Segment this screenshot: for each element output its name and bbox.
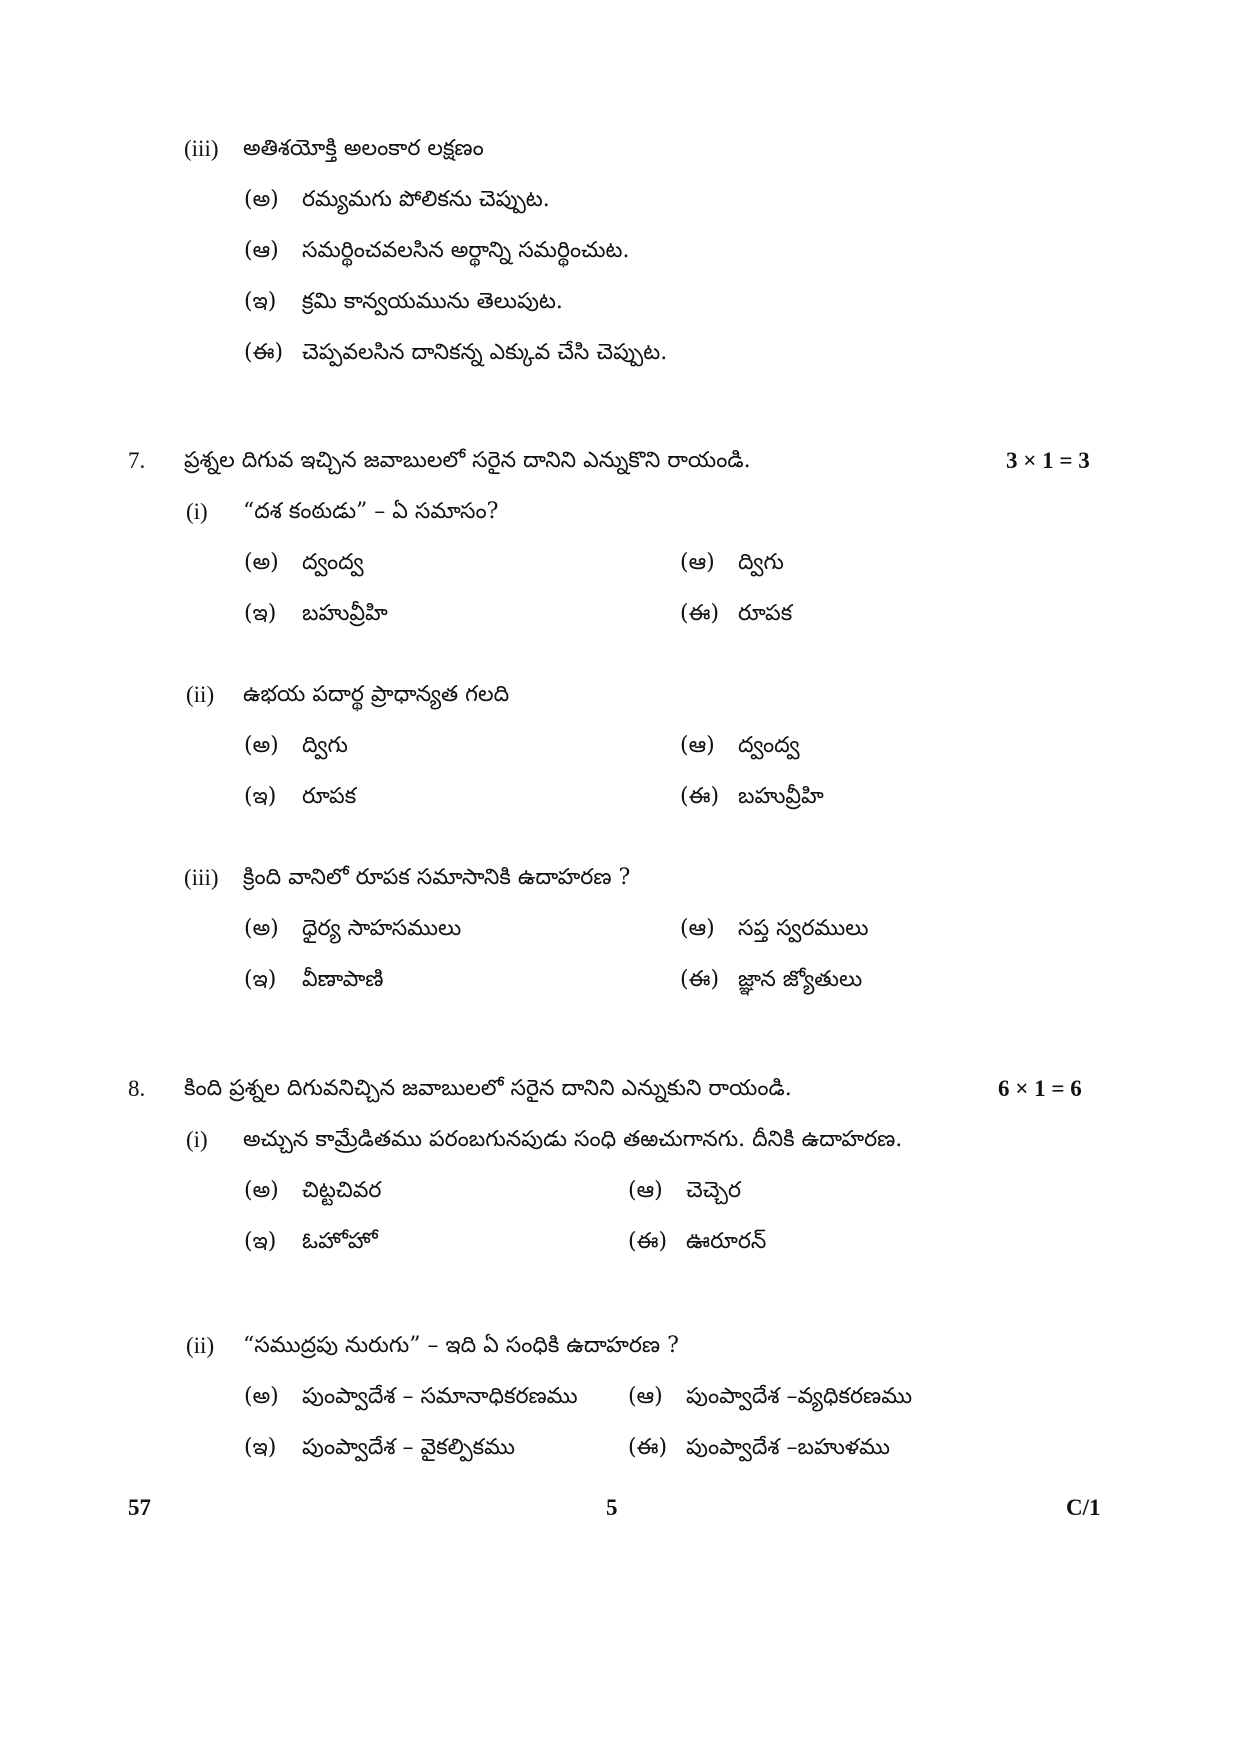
q8-ii-text: “సముద్రపు నురుగు” – ఇది ఏ సంధికి ఉదాహరణ ? [243,1333,679,1358]
q7-ii-opt-c-text: రూపక [302,784,357,809]
footer-page-number: 5 [606,1495,618,1520]
q6-iii-opt-b-label: (ఆ) [244,238,279,263]
q8-i-opt-b-text: చెచ్చెర [686,1178,742,1203]
q7-i-opt-a-text: ద్వంద్వ [302,550,364,575]
q7-i-label: (i) [186,499,208,524]
q6-iii-label: (iii) [184,136,219,161]
q8-ii-opt-d-label: (ఈ) [628,1435,668,1460]
q8-i-opt-c-label: (ఇ) [244,1229,277,1254]
q7-iii-opt-d-label: (ఈ) [680,967,720,992]
q7-i-text: “దశ కంఠుడు” – ఏ సమాసం? [243,499,499,524]
q6-iii-text: అతిశయోక్తి అలంకార లక్షణం [243,136,484,161]
q7-ii-opt-c-label: (ఇ) [244,784,277,809]
q7-i-opt-b-text: ద్విగు [738,550,784,575]
q7-iii-opt-b-text: సప్త స్వరములు [738,916,869,941]
q7-i-opt-d-label: (ఈ) [680,601,720,626]
q7-i-opt-c-label: (ఇ) [244,601,277,626]
q8-i-label: (i) [186,1127,208,1152]
q8-ii-opt-d-text: పుంప్వాదేశ –బహుళము [686,1435,890,1460]
q6-iii-opt-b-text: సమర్థించవలసిన అర్థాన్ని సమర్థించుట. [302,238,630,263]
q7-ii-opt-b-label: (ఆ) [680,733,715,758]
q7-i-opt-b-label: (ఆ) [680,550,715,575]
q8-i-opt-d-text: ఊరూరన్ [686,1229,767,1254]
q6-iii-opt-c-text: క్రమి కాన్వయమును తెలుపుట. [302,289,563,314]
q7-iii-opt-a-label: (అ) [244,916,279,941]
q7-iii-opt-c-text: వీణాపాణి [302,967,384,992]
q7-ii-opt-b-text: ద్వంద్వ [738,733,800,758]
q6-iii-opt-c-label: (ఇ) [244,289,277,314]
q8-i-opt-d-label: (ఈ) [628,1229,668,1254]
q6-iii-opt-d-label: (ఈ) [244,340,284,365]
q7-number: 7. [128,448,146,473]
q8-i-opt-b-label: (ఆ) [628,1178,663,1203]
footer-code: 57 [128,1495,151,1520]
footer-set: C/1 [1066,1495,1101,1520]
q8-instruction: కింది ప్రశ్నల దిగువనిచ్చిన జవాబులలో సరైన దానిని ఎన్నుకుని రాయండి. [184,1076,792,1101]
q8-ii-opt-a-label: (అ) [244,1384,279,1409]
q7-ii-text: ఉభయ పదార్థ ప్రాధాన్యత గలది [243,682,510,707]
q7-iii-opt-c-label: (ఇ) [244,967,277,992]
q8-number: 8. [128,1076,146,1101]
q7-i-opt-d-text: రూపక [738,601,793,626]
q7-ii-opt-d-label: (ఈ) [680,784,720,809]
q8-ii-opt-b-text: పుంప్వాదేశ –వ్యధికరణము [686,1384,913,1409]
q7-ii-label: (ii) [186,682,215,707]
q8-ii-label: (ii) [186,1333,215,1358]
q7-iii-label: (iii) [184,865,219,890]
q7-i-opt-a-label: (అ) [244,550,279,575]
q8-ii-opt-c-text: పుంప్వాదేశ – వైకల్పికము [302,1435,516,1460]
q6-iii-opt-a-text: రమ్యమగు పోలికను చెప్పుట. [302,187,550,212]
q8-ii-opt-b-label: (ఆ) [628,1384,663,1409]
q8-marks: 6 × 1 = 6 [998,1076,1082,1101]
q7-i-opt-c-text: బహువ్రీహి [302,601,388,626]
q6-iii-opt-d-text: చెప్పవలసిన దానికన్న ఎక్కువ చేసి చెప్పుట. [302,340,668,365]
q8-i-text: అచ్చున కామ్రేడితము పరంబగునపుడు సంధి తఱచుగానగు. దీనికి ఉదాహరణ. [243,1127,903,1152]
q7-iii-opt-a-text: ధైర్య సాహసములు [302,916,462,941]
q7-ii-opt-a-text: ద్విగు [302,733,348,758]
q8-i-opt-c-text: ఓహోహో [302,1229,378,1254]
q7-iii-text: క్రింది వానిలో రూపక సమాసానికి ఉదాహరణ ? [243,865,631,890]
q8-i-opt-a-text: చిట్టచివర [302,1178,382,1203]
q7-instruction: ప్రశ్నల దిగువ ఇచ్చిన జవాబులలో సరైన దానిని ఎన్నుకొని రాయండి. [184,448,751,473]
q7-ii-opt-d-text: బహువ్రీహి [738,784,824,809]
q7-marks: 3 × 1 = 3 [1006,448,1090,473]
q8-i-opt-a-label: (అ) [244,1178,279,1203]
q8-ii-opt-c-label: (ఇ) [244,1435,277,1460]
q7-ii-opt-a-label: (అ) [244,733,279,758]
q7-iii-opt-b-label: (ఆ) [680,916,715,941]
q6-iii-opt-a-label: (అ) [244,187,279,212]
q8-ii-opt-a-text: పుంప్వాదేశ – సమానాధికరణము [302,1384,578,1409]
q7-iii-opt-d-text: జ్ఞాన జ్యోతులు [738,967,863,992]
